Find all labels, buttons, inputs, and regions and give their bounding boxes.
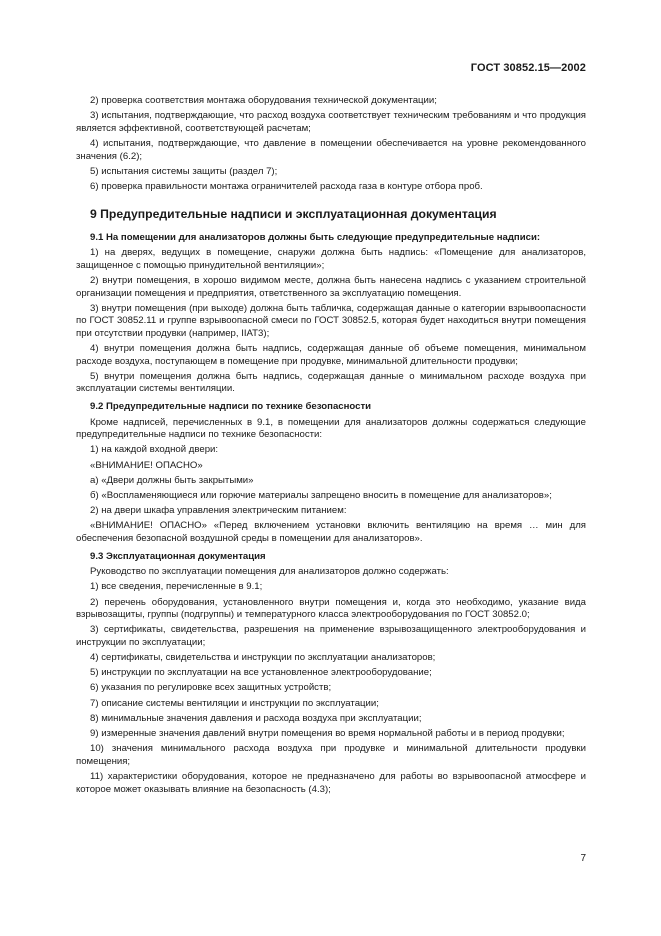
list-item: 10) значения минимального расхода воздуха при продувке и минимальной длительности продувки помещения; [76, 743, 586, 767]
page-content [76, 95, 586, 799]
list-item: 4) сертификаты, свидетельства и инструкции по эксплуатации анализаторов; [90, 652, 436, 664]
list-item: 4) испытания, подтверждающие, что давление в помещении обеспечивается на уровне рекомендованного значения (6.2); [76, 137, 586, 162]
page-number: 7 [580, 853, 586, 864]
section-9-heading: 9 Предупредительные надписи и эксплуатационная документация [90, 206, 497, 221]
list-item: б) «Воспламеняющиеся или горючие материалы запрещено вносить в помещение для анализаторов»; [90, 489, 552, 501]
list-item: 2) на двери шкафа управления электрическим питанием: [90, 505, 347, 517]
paragraph: Кроме надписей, перечисленных в 9.1, в помещении для анализаторов должны содержаться следующие предупредительные надписи по технике безопасности: [76, 416, 586, 441]
list-item: 5) внутри помещения должна быть надпись, содержащая данные о минимальном расходе воздуха при эксплуатации системы вентиляции. [76, 370, 586, 395]
list-item: 9) измеренные значения давлений внутри помещения во время нормальной работы и в период продувки; [90, 728, 565, 739]
standard-code-header: ГОСТ 30852.15—2002 [470, 62, 586, 74]
list-item: 4) внутри помещения должна быть надпись, содержащая данные об объеме помещения, минимальном расходе воздуха, поступающем в помещение при продувке, минимальной длительности продувки; [76, 343, 586, 367]
list-item: 1) все сведения, перечисленные в 9.1; [90, 581, 263, 593]
list-item: 5) инструкции по эксплуатации на все установленное электрооборудование; [90, 667, 432, 679]
list-item: 3) внутри помещения (при выходе) должна быть табличка, содержащая данные о категории взрывоопасности по ГОСТ 30852.11 и группе взрывоопасной смеси по ГОСТ 30852.5, которая будет находиться внутри помещения при отсутствии продувки (например, IIАТ3); [76, 302, 586, 339]
subsection-9-2-heading: 9.2 Предупредительные надписи по технике безопасности [90, 401, 372, 413]
list-item: 5) испытания системы защиты (раздел 7); [90, 165, 278, 177]
list-item: 6) проверка правильности монтажа ограничителей расхода газа в контуре отбора проб. [90, 180, 483, 192]
warning-text: «ВНИМАНИЕ! ОПАСНО» [90, 459, 203, 471]
subsection-9-1-heading: 9.1 На помещении для анализаторов должны быть следующие предупредительные надписи: [90, 231, 541, 243]
list-item: 3) сертификаты, свидетельства, разрешения на применение взрывозащищенного электрооборудования и инструкции по эксплуатации; [76, 624, 586, 648]
list-item: 8) минимальные значения давления и расхода воздуха при эксплуатации; [90, 712, 422, 724]
paragraph: Руководство по эксплуатации помещения для анализаторов должно содержать: [90, 566, 449, 578]
list-item: а) «Двери должны быть закрытыми» [90, 474, 254, 486]
list-item: 2) проверка соответствия монтажа оборудования технической документации; [90, 95, 437, 106]
list-item: 1) на дверях, ведущих в помещение, снаружи должна быть надпись: «Помещение для анализаторов, защищенное с помощью принудительной вентиляции»; [76, 247, 586, 271]
subsection-9-3-heading: 9.3 Эксплуатационная документация [90, 550, 266, 562]
list-item: 3) испытания, подтверждающие, что расход воздуха соответствует техническим требованиям и что продукция является эффективной, соответствующей расчетам; [76, 110, 586, 134]
list-item: 6) указания по регулировке всех защитных устройств; [90, 682, 332, 694]
list-item: 1) на каждой входной двери: [90, 444, 219, 456]
list-item: 2) внутри помещения, в хорошо видимом месте, должна быть нанесена надпись с указанием строительной организации помещения и предприятия, ответственного за эксплуатацию помещения. [76, 274, 586, 299]
warning-text: «ВНИМАНИЕ! ОПАСНО» «Перед включением установки включить вентиляцию на время … мин для обеспечения безопасной воздушной среды в помещении для анализаторов». [76, 520, 586, 544]
list-item: 2) перечень оборудования, установленного внутри помещения и, когда это необходимо, указание вида взрывозащиты, группы (подгруппы) и температурного класса электрооборудования по ГОСТ 30852.0; [76, 596, 586, 621]
list-item: 11) характеристики оборудования, которое не предназначено для работы во взрывоопасной атмосфере и которое может оказывать влияние на безопасность (4.3); [76, 770, 586, 795]
list-item: 7) описание системы вентиляции и инструкции по эксплуатации; [90, 697, 379, 709]
